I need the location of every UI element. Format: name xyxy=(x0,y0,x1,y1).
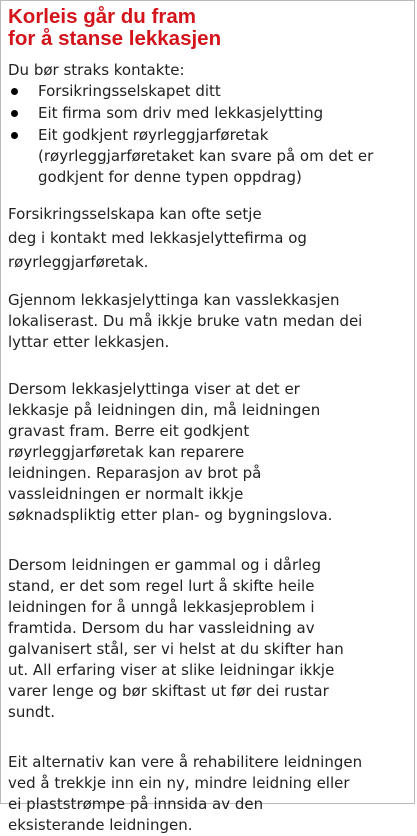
paragraph-rehabilitate: Eit alternativ kan vere å rehabilitere leidningen ved å trekkje inn ein ny, mindre leidning eller ei plaststrømpe på innsida av den eksisterande leidningen. xyxy=(8,753,363,834)
paragraph-replace: Dersom leidningen er gammal og i dårleg stand, er det som regel lurt å skifte heile leidningen for å unngå lekkasjeproblem i framtida. Dersom du har vassleidning av galvanisert stål, ser vi helst at du skifter han ut. All erfaring viser at slike leidningar ikkje varer lenge og bør skiftast ut før dei rustar sundt. xyxy=(8,556,344,721)
contact-list xyxy=(8,81,414,188)
bullet-icon xyxy=(11,88,18,95)
bullet-icon xyxy=(11,132,18,139)
list-item-text: Eit godkjent røyrleggjarføretak (røyrleggjarføretaket kan svare på om det er godkjent for denne typen oppdrag) xyxy=(38,126,374,186)
list-item-text: Eit firma som driv med lekkasjelytting xyxy=(38,104,324,122)
list-item xyxy=(8,125,414,188)
title-line-2: for å stanse lekkasjen xyxy=(8,27,222,50)
list-item-text: Forsikringsselskapet ditt xyxy=(38,82,221,100)
paragraph-repair: Dersom lekkasjelyttinga viser at det er lekkasje på leidningen din, må leidningen gravast fram. Berre eit godkjent røyrleggjarføretak kan reparere leidningen. Reparasjon av brot på vassleidningen er normalt ikkje søknadspliktig etter plan- og bygningslova. xyxy=(8,380,333,524)
intro-text: Du bør straks kontakte: xyxy=(8,61,185,79)
list-item xyxy=(8,103,414,124)
page-title xyxy=(8,6,414,50)
title-line-1: Korleis går du fram xyxy=(8,5,196,28)
paragraph-insurance: Forsikringsselskapa kan ofte setje deg i kontakt med lekkasjelyttefirma og røyrleggjarføretak. xyxy=(8,205,307,271)
paragraph-leak-detection: Gjennom lekkasjelyttinga kan vasslekkasjen lokaliserast. Du må ikkje bruke vatn medan dei lyttar etter lekkasjen. xyxy=(8,291,363,351)
list-item xyxy=(8,81,414,102)
bullet-icon xyxy=(11,110,18,117)
